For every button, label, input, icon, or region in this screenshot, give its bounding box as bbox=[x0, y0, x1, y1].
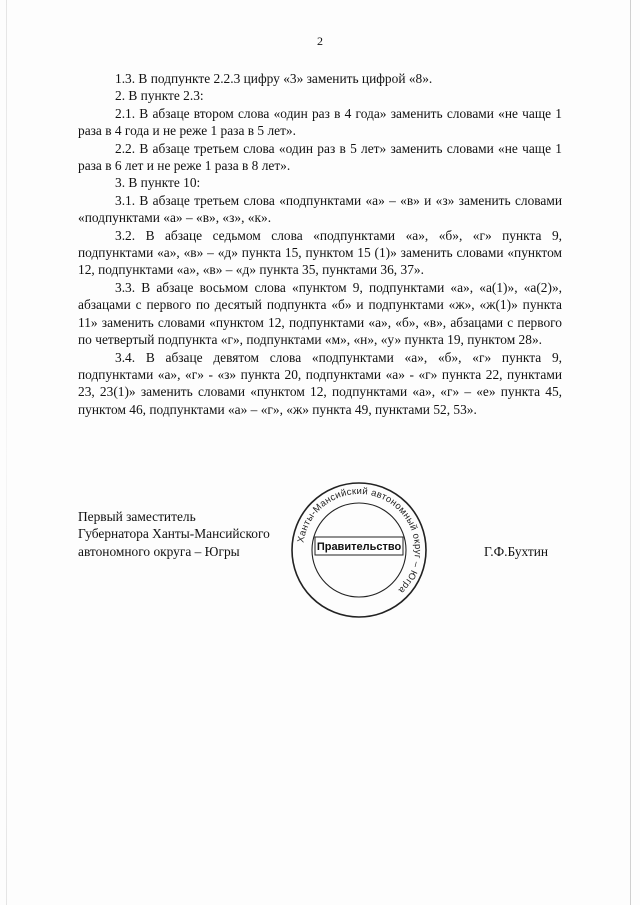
paragraph-2: 2. В пункте 2.3: bbox=[115, 88, 204, 104]
left-edge-mark bbox=[6, 0, 7, 905]
paragraph-3-3: 3.3. В абзаце восьмом слова «пунктом 9, подпунктами «а», «а(1)», «а(2)», абзацами с первого по десятый подпункта «б» и подпунктами «ж», «ж(1)» пункта 11» заменить словами «пунктом 12, подпунктами «а», «б», «в», абзацами с первого по четвертый подпункта «г», подпунктами «м», «н», «у» пункта 19, пунктом 28». bbox=[78, 279, 562, 348]
paragraph-2-1: 2.1. В абзаце втором слова «один раз в 4 года» заменить словами «не чаще 1 раза в 4 года и не реже 1 раза в 5 лет». bbox=[78, 105, 562, 139]
signatory-position-line: Губернатора Ханты-Мансийского bbox=[78, 526, 270, 542]
paragraph-3: 3. В пункте 10: bbox=[115, 175, 201, 191]
signatory-position bbox=[78, 508, 308, 560]
document-body bbox=[78, 70, 562, 418]
page-number: 2 bbox=[317, 34, 323, 48]
seal-outer-text: Ханты-Мансийский автономный округ – Югра bbox=[295, 485, 424, 596]
seal-center-text: Правительство bbox=[316, 541, 402, 553]
paragraph-3-1: 3.1. В абзаце третьем слова «подпунктами «а» – «в» и «з» заменить словами «подпунктами «а» – «в», «з», «к». bbox=[78, 192, 562, 226]
paragraph-2-2: 2.2. В абзаце третьем слова «один раз в 5 лет» заменить словами «не чаще 1 раза в 6 лет и не реже 1 раза в 8 лет». bbox=[78, 140, 562, 174]
paragraph-3-2: 3.2. В абзаце седьмом слова «подпунктами «а», «б», «г» пункта 9, подпунктами «а», «в» – «д» пункта 15, пунктом 15 (1)» заменить словами «пунктом 12, подпунктами «а», «в» – «д» пункта 35, пунктами 36, 37». bbox=[78, 227, 562, 278]
signatory-position-line: Первый заместитель bbox=[78, 509, 196, 524]
official-seal bbox=[289, 480, 429, 620]
right-edge-mark bbox=[630, 0, 631, 905]
signatory-name: Г.Ф.Бухтин bbox=[484, 544, 549, 559]
paragraph-3-4: 3.4. В абзаце девятом слова «подпунктами «а», «б», «г» пункта 9, подпунктами «а», «г» - «з» пункта 20, подпунктами «а» - «г» пункта 22, пунктами 23, 23(1)» заменить словами «пунктом 12, подпунктами «а», «г» – «е» пункта 45, пунктом 46, подпунктами «а» – «г», «ж» пункта 49, пунктами 52, 53». bbox=[78, 349, 562, 417]
signatory-position-line: автономного округа – Югры bbox=[78, 543, 240, 559]
paragraph-1-3: 1.3. В подпункте 2.2.3 цифру «3» заменить цифрой «8». bbox=[115, 71, 433, 86]
